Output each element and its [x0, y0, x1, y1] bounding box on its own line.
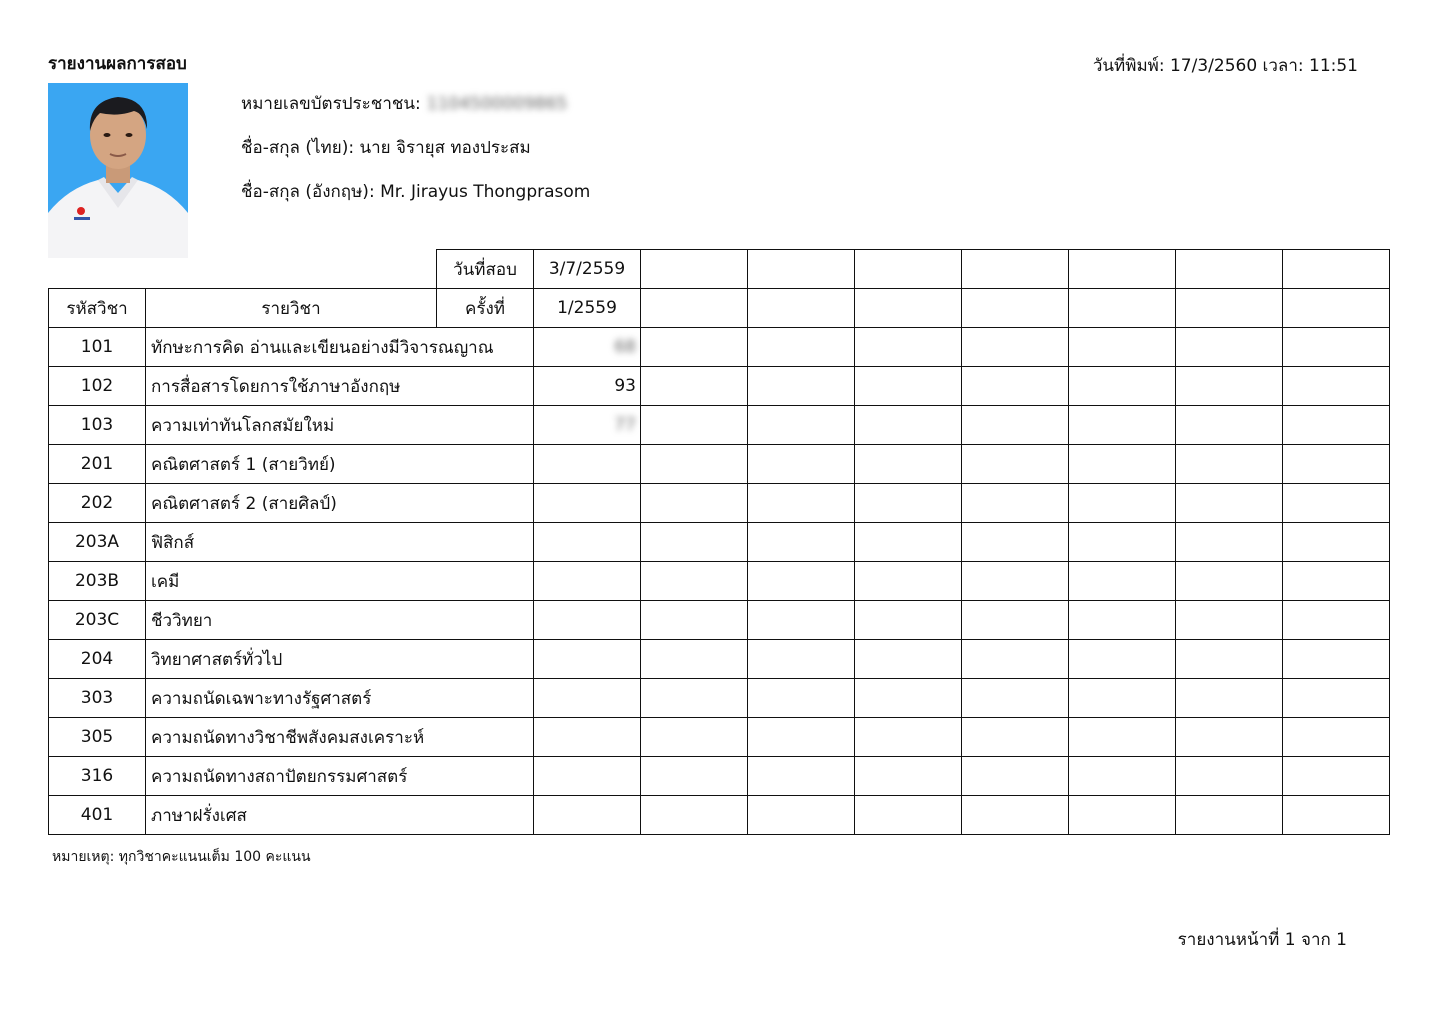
- subject-score: [534, 328, 641, 367]
- student-photo-image: [48, 83, 188, 258]
- table-row: [49, 757, 1390, 796]
- empty-cell: [1069, 289, 1176, 328]
- empty-cell: [855, 562, 962, 601]
- subject-code: 201: [49, 445, 146, 484]
- table-row: [49, 796, 1390, 835]
- empty-cell: [1283, 562, 1390, 601]
- empty-cell: [1176, 640, 1283, 679]
- empty-cell: [748, 679, 855, 718]
- empty-cell: [1069, 757, 1176, 796]
- table-row: [49, 640, 1390, 679]
- subject-code: 102: [49, 367, 146, 406]
- subject-name: ฟิสิกส์: [146, 523, 534, 562]
- empty-cell: [1283, 523, 1390, 562]
- empty-cell: [748, 562, 855, 601]
- empty-cell: [1176, 484, 1283, 523]
- citizen-id-value-redacted: 1104500009865: [426, 94, 568, 114]
- empty-cell: [855, 250, 962, 289]
- empty-cell: [1069, 250, 1176, 289]
- name-english: ชื่อ-สกุล (อังกฤษ): Mr. Jirayus Thongprasom: [241, 182, 591, 202]
- empty-cell: [641, 757, 748, 796]
- subject-code: 203A: [49, 523, 146, 562]
- empty-cell: [962, 250, 1069, 289]
- subject-name-header: รายวิชา: [146, 289, 437, 328]
- empty-cell: [1176, 601, 1283, 640]
- empty-cell: [1176, 367, 1283, 406]
- empty-cell: [962, 796, 1069, 835]
- empty-cell: [855, 328, 962, 367]
- table-row: [49, 367, 1390, 406]
- subject-score: [534, 406, 641, 445]
- empty-cell: [1069, 718, 1176, 757]
- footnote: หมายเหตุ: ทุกวิชาคะแนนเต็ม 100 คะแนน: [52, 849, 311, 865]
- subject-name: ภาษาฝรั่งเศส: [146, 796, 534, 835]
- empty-cell: [962, 523, 1069, 562]
- exam-date-value: 3/7/2559: [534, 250, 641, 289]
- empty-cell: [855, 523, 962, 562]
- subject-name: ความถนัดเฉพาะทางรัฐศาสตร์: [146, 679, 534, 718]
- empty-cell: [962, 562, 1069, 601]
- subject-score: [534, 523, 641, 562]
- empty-cell: [641, 679, 748, 718]
- header-blank-cell: [49, 250, 437, 289]
- empty-cell: [962, 679, 1069, 718]
- subject-name: คณิตศาสตร์ 1 (สายวิทย์): [146, 445, 534, 484]
- subject-name: วิทยาศาสตร์ทั่วไป: [146, 640, 534, 679]
- empty-cell: [641, 406, 748, 445]
- empty-cell: [962, 367, 1069, 406]
- subject-code: 401: [49, 796, 146, 835]
- table-row: [49, 328, 1390, 367]
- table-row: [49, 562, 1390, 601]
- empty-cell: [855, 289, 962, 328]
- empty-cell: [748, 367, 855, 406]
- subject-name: เคมี: [146, 562, 534, 601]
- empty-cell: [855, 484, 962, 523]
- empty-cell: [1283, 367, 1390, 406]
- header-row-round: [49, 289, 1390, 328]
- empty-cell: [641, 289, 748, 328]
- empty-cell: [1069, 796, 1176, 835]
- exam-date-label: วันที่สอบ: [437, 250, 534, 289]
- table-row: [49, 679, 1390, 718]
- empty-cell: [748, 406, 855, 445]
- empty-cell: [748, 328, 855, 367]
- subject-name: คณิตศาสตร์ 2 (สายศิลป์): [146, 484, 534, 523]
- subject-code: 316: [49, 757, 146, 796]
- empty-cell: [1283, 250, 1390, 289]
- empty-cell: [1176, 445, 1283, 484]
- subject-score: [534, 601, 641, 640]
- empty-cell: [962, 640, 1069, 679]
- subject-code: 202: [49, 484, 146, 523]
- empty-cell: [748, 445, 855, 484]
- empty-cell: [641, 250, 748, 289]
- exam-round-value: 1/2559: [534, 289, 641, 328]
- print-timestamp: วันที่พิมพ์: 17/3/2560 เวลา: 11:51: [1092, 56, 1358, 76]
- subject-code: 303: [49, 679, 146, 718]
- subject-score: [534, 757, 641, 796]
- empty-cell: [855, 679, 962, 718]
- empty-cell: [1283, 640, 1390, 679]
- empty-cell: [1283, 796, 1390, 835]
- empty-cell: [641, 445, 748, 484]
- table-row: [49, 445, 1390, 484]
- subject-name: ความถนัดทางวิชาชีพสังคมสงเคราะห์: [146, 718, 534, 757]
- empty-cell: [1176, 562, 1283, 601]
- empty-cell: [1283, 757, 1390, 796]
- empty-cell: [1069, 328, 1176, 367]
- empty-cell: [748, 718, 855, 757]
- empty-cell: [641, 523, 748, 562]
- empty-cell: [641, 484, 748, 523]
- empty-cell: [748, 601, 855, 640]
- score-value-redacted: 77: [614, 415, 636, 435]
- empty-cell: [748, 523, 855, 562]
- empty-cell: [1176, 328, 1283, 367]
- name-thai: ชื่อ-สกุล (ไทย): นาย จิรายุส ทองประสม: [241, 138, 531, 158]
- citizen-id-label: หมายเลขบัตรประชาชน:: [241, 94, 421, 114]
- empty-cell: [1176, 796, 1283, 835]
- subject-score: [534, 796, 641, 835]
- subject-score: [534, 562, 641, 601]
- empty-cell: [1283, 601, 1390, 640]
- subject-code-header: รหัสวิชา: [49, 289, 146, 328]
- subject-name: ความเท่าทันโลกสมัยใหม่: [146, 406, 534, 445]
- score-value-redacted: 68: [614, 337, 636, 357]
- empty-cell: [1069, 562, 1176, 601]
- empty-cell: [1283, 406, 1390, 445]
- empty-cell: [1069, 601, 1176, 640]
- empty-cell: [855, 757, 962, 796]
- empty-cell: [1069, 367, 1176, 406]
- empty-cell: [962, 757, 1069, 796]
- table-row: [49, 406, 1390, 445]
- empty-cell: [1283, 718, 1390, 757]
- empty-cell: [962, 289, 1069, 328]
- empty-cell: [855, 796, 962, 835]
- score-value: 93: [614, 376, 636, 396]
- student-photo: [48, 83, 188, 258]
- empty-cell: [748, 250, 855, 289]
- header-row-date: [49, 250, 1390, 289]
- empty-cell: [748, 289, 855, 328]
- empty-cell: [1176, 679, 1283, 718]
- empty-cell: [962, 718, 1069, 757]
- empty-cell: [748, 757, 855, 796]
- empty-cell: [1069, 484, 1176, 523]
- empty-cell: [1069, 445, 1176, 484]
- empty-cell: [1283, 445, 1390, 484]
- subject-score: [534, 367, 641, 406]
- subject-code: 203C: [49, 601, 146, 640]
- empty-cell: [1176, 757, 1283, 796]
- subject-name: ชีววิทยา: [146, 601, 534, 640]
- empty-cell: [855, 406, 962, 445]
- subject-name: ทักษะการคิด อ่านและเขียนอย่างมีวิจารณญาณ: [146, 328, 534, 367]
- empty-cell: [855, 601, 962, 640]
- empty-cell: [748, 796, 855, 835]
- empty-cell: [1283, 484, 1390, 523]
- subject-score: [534, 640, 641, 679]
- empty-cell: [1176, 523, 1283, 562]
- empty-cell: [1069, 640, 1176, 679]
- empty-cell: [641, 718, 748, 757]
- empty-cell: [1283, 679, 1390, 718]
- empty-cell: [962, 406, 1069, 445]
- report-title: รายงานผลการสอบ: [48, 54, 187, 74]
- subject-code: 204: [49, 640, 146, 679]
- subject-score: [534, 718, 641, 757]
- table-row: [49, 523, 1390, 562]
- subject-code: 103: [49, 406, 146, 445]
- empty-cell: [962, 328, 1069, 367]
- empty-cell: [1069, 679, 1176, 718]
- empty-cell: [1069, 406, 1176, 445]
- empty-cell: [1176, 289, 1283, 328]
- empty-cell: [641, 640, 748, 679]
- empty-cell: [855, 640, 962, 679]
- subject-name: การสื่อสารโดยการใช้ภาษาอังกฤษ: [146, 367, 534, 406]
- subject-score: [534, 484, 641, 523]
- subject-name: ความถนัดทางสถาปัตยกรรมศาสตร์: [146, 757, 534, 796]
- exam-round-label: ครั้งที่: [437, 289, 534, 328]
- empty-cell: [962, 484, 1069, 523]
- empty-cell: [1283, 328, 1390, 367]
- subject-score: [534, 445, 641, 484]
- empty-cell: [641, 601, 748, 640]
- empty-cell: [962, 445, 1069, 484]
- empty-cell: [962, 601, 1069, 640]
- empty-cell: [641, 328, 748, 367]
- table-row: [49, 718, 1390, 757]
- empty-cell: [1176, 250, 1283, 289]
- subject-code: 203B: [49, 562, 146, 601]
- empty-cell: [1176, 406, 1283, 445]
- subject-score: [534, 679, 641, 718]
- exam-results-table: [48, 249, 1390, 835]
- empty-cell: [1283, 289, 1390, 328]
- table-row: [49, 484, 1390, 523]
- empty-cell: [748, 640, 855, 679]
- empty-cell: [1176, 718, 1283, 757]
- empty-cell: [855, 445, 962, 484]
- empty-cell: [855, 718, 962, 757]
- empty-cell: [1069, 523, 1176, 562]
- subject-code: 305: [49, 718, 146, 757]
- page-number: รายงานหน้าที่ 1 จาก 1: [1177, 930, 1347, 950]
- empty-cell: [855, 367, 962, 406]
- empty-cell: [641, 796, 748, 835]
- table-row: [49, 601, 1390, 640]
- empty-cell: [641, 562, 748, 601]
- citizen-id-line: [241, 90, 567, 117]
- empty-cell: [748, 484, 855, 523]
- subject-code: 101: [49, 328, 146, 367]
- empty-cell: [641, 367, 748, 406]
